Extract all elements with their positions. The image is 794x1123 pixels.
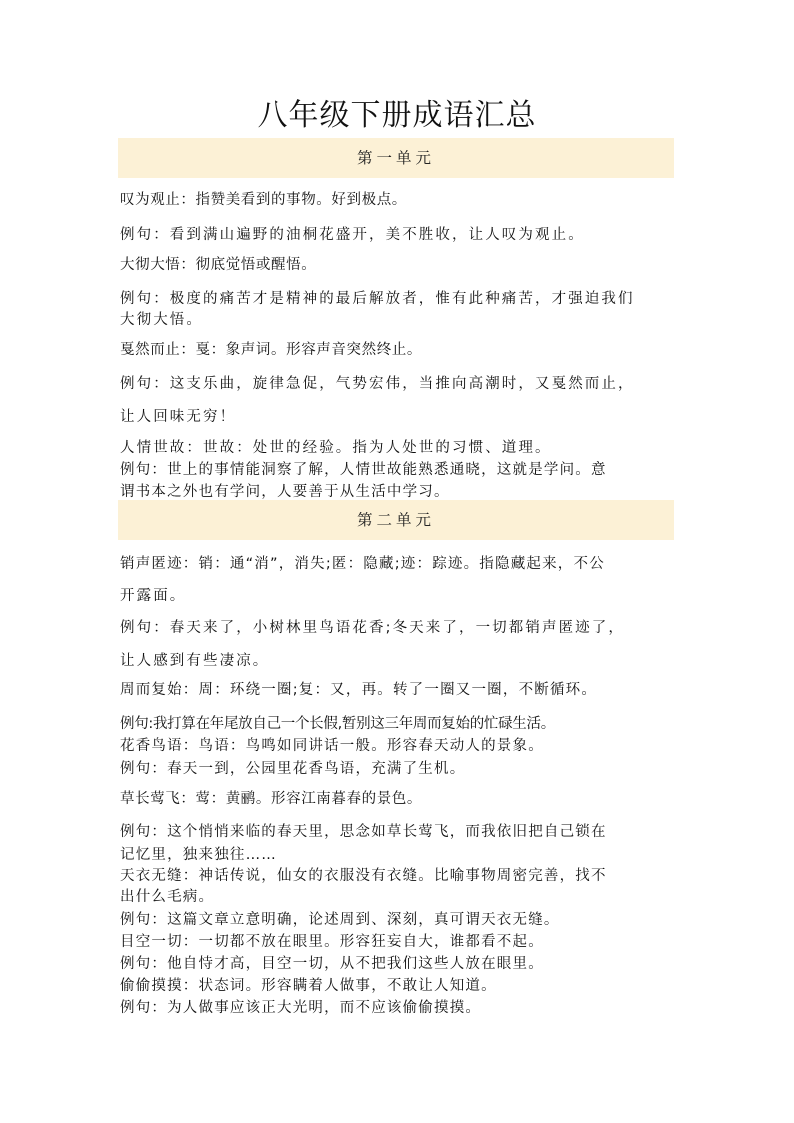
entry-line: 叹为观止：指赞美看到的事物。好到极点。 [120,192,407,208]
page-title: 八年级下册成语汇总 [257,98,537,133]
entry-line: 花香鸟语：鸟语：鸟鸣如同讲话一般。形容春天动人的景象。 [120,738,544,754]
example-line: 例句:我打算在年尾放自己一个长假,暂别这三年周而复始的忙碌生活。 [120,716,555,732]
entry-line: 目空一切：一切都不放在眼里。形容狂妄自大，谁都看不起。 [120,934,544,950]
entry-line: 草长莺飞：莺：黄鹂。形容江南暮春的景色。 [120,791,422,807]
example-line: 例句：春天来了，小树林里鸟语花香;冬天来了，一切都销声匿迹了， [120,620,625,636]
example-line: 例句：极度的痛苦才是精神的最后解放者，惟有此种痛苦，才强迫我们 [120,291,635,307]
entry-line: 销声匿迹：销：通“消”，消失;匿：隐藏;迹：踪迹。指隐藏起来，不公 [120,556,605,572]
example-line: 例句：这支乐曲，旋律急促，气势宏伟，当推向高潮时，又戛然而止， [120,376,635,392]
example-line: 例句：世上的事情能洞察了解，人情世故能熟悉通晓，这就是学问。意 [120,462,607,478]
example-line: 例句：他自恃才高，目空一切，从不把我们这些人放在眼里。 [120,956,544,972]
example-line: 大彻大悟。 [120,312,203,328]
entry-line: 出什么毛病。 [120,889,215,905]
example-line: 例句：看到满山遍野的油桐花盛开，美不胜收，让人叹为观止。 [120,227,585,243]
example-line: 例句：这篇文章立意明确，论述周到、深刻，真可谓天衣无缝。 [120,912,560,928]
entry-line: 周而复始：周：环绕一圈;复：又，再。转了一圈又一圈，不断循环。 [120,682,598,698]
example-line: 谓书本之外也有学问，人要善于从生活中学习。 [120,484,450,500]
entry-line: 偷偷摸摸：状态词。形容瞒着人做事，不敢让人知道。 [120,978,497,994]
example-line: 让人感到有些凄凉。 [120,653,270,669]
entry-line: 人情世故：世故：处世的经验。指为人处世的习惯、道理。 [120,440,552,456]
example-line: 例句：这个悄悄来临的春天里，思念如草长莺飞，而我依旧把自己锁在 [120,824,607,840]
entry-line: 天衣无缝：神话传说，仙女的衣服没有衣缝。比喻事物周密完善，找不 [120,868,607,884]
section-heading-unit-2: 第二单元 [118,500,674,540]
entry-line: 大彻大悟：彻底觉悟或醒悟。 [120,257,317,273]
example-line: 例句：为人做事应该正大光明，而不应该偷偷摸摸。 [120,1000,482,1016]
section-heading-unit-1: 第一单元 [118,138,674,178]
example-line: 例句：春天一到，公园里花香鸟语，充满了生机。 [120,761,466,777]
entry-line: 开露面。 [120,588,187,604]
example-line: 记忆里，独来独往…… [120,847,277,863]
entry-line: 戛然而止：戛：象声词。形容声音突然终止。 [120,342,422,358]
example-line: 让人回味无穷！ [120,409,237,425]
